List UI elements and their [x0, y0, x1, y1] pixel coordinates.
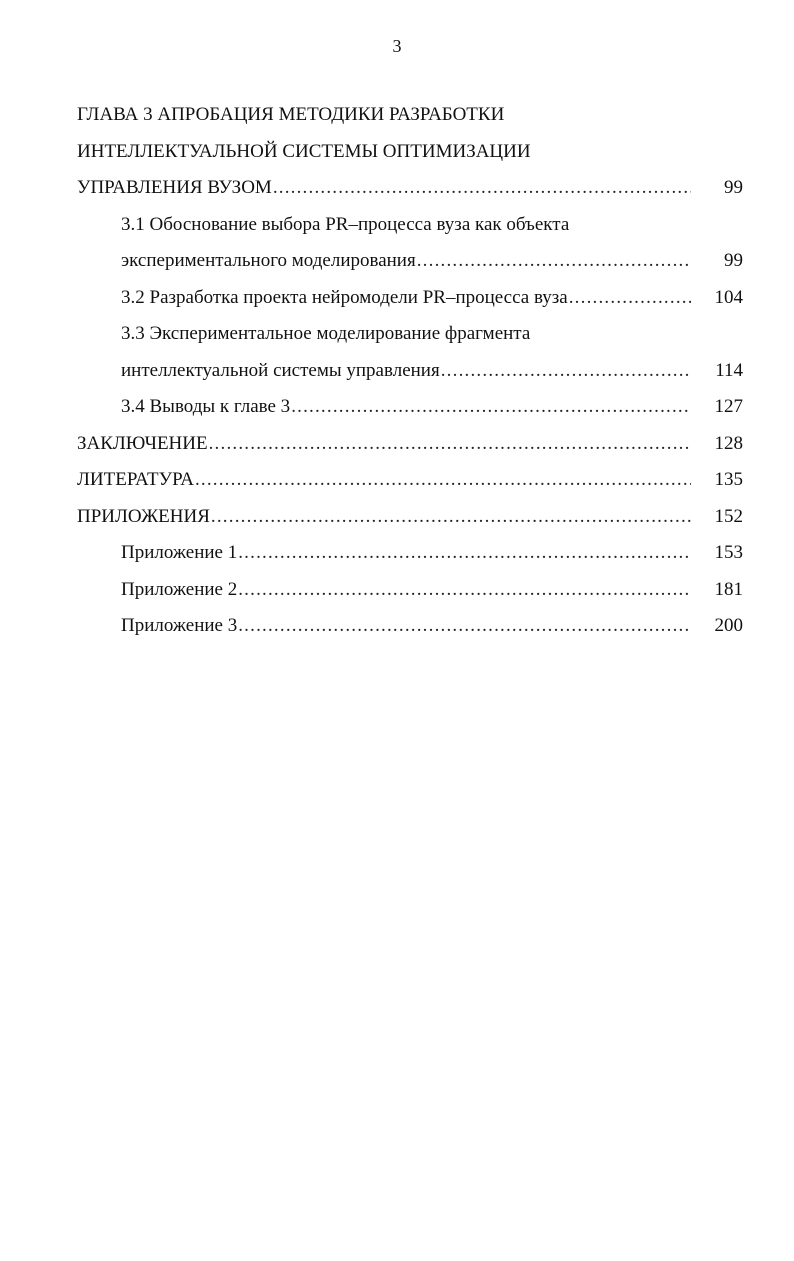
- toc-section-3-1-title-line-2: экспериментального моделирования: [121, 250, 416, 271]
- toc-chapter-3-title-line-2: ИНТЕЛЛЕКТУАЛЬНОЙ СИСТЕМЫ ОПТИМИЗАЦИИ: [77, 140, 531, 162]
- toc-appendices[interactable]: [77, 499, 743, 536]
- toc-chapter-3-line-1: [77, 97, 743, 134]
- toc-section-3-1-page: 99: [724, 250, 743, 271]
- leader-dots: [237, 535, 691, 572]
- toc-section-3-3-page: 114: [715, 359, 743, 381]
- toc-section-3-2[interactable]: [77, 280, 743, 317]
- toc-section-3-3-title-line-1: 3.3 Экспериментальное моделирование фрагмента: [121, 323, 531, 344]
- toc-conclusion-title: ЗАКЛЮЧЕНИЕ: [77, 432, 208, 454]
- page-number: 3: [392, 36, 402, 56]
- leader-dots: [237, 572, 691, 609]
- toc-appendix-3[interactable]: [77, 608, 743, 645]
- toc-appendices-title: ПРИЛОЖЕНИЯ: [77, 505, 210, 527]
- toc-section-3-3-line-1: [77, 316, 743, 353]
- leader-dots: [290, 389, 691, 426]
- toc-chapter-3-line-2: [77, 134, 743, 171]
- toc-appendix-3-page: 200: [714, 615, 743, 636]
- toc-appendices-page: 152: [714, 505, 743, 527]
- toc-section-3-1-title-line-1: 3.1 Обоснование выбора PR–процесса вуза как объекта: [121, 213, 570, 235]
- toc-section-3-4[interactable]: [77, 389, 743, 426]
- toc-section-3-3-line-2[interactable]: [77, 353, 743, 390]
- leader-dots: [237, 608, 691, 645]
- toc-conclusion-page: 128: [714, 432, 743, 454]
- toc-section-3-2-title: 3.2 Разработка проекта нейромодели PR–процесса вуза: [121, 286, 568, 308]
- toc-section-3-4-page: 127: [714, 396, 743, 417]
- leader-dots: [440, 353, 691, 390]
- toc-chapter-3-title-line-1: ГЛАВА 3 АПРОБАЦИЯ МЕТОДИКИ РАЗРАБОТКИ: [77, 104, 505, 125]
- toc-section-3-3-title-line-2: интеллектуальной системы управления: [121, 359, 440, 381]
- toc-chapter-3-title-line-3: УПРАВЛЕНИЯ ВУЗОМ: [77, 177, 272, 198]
- leader-dots: [568, 280, 691, 317]
- toc-literature-page: 135: [714, 469, 743, 490]
- leader-dots: [210, 499, 691, 536]
- leader-dots: [416, 243, 691, 280]
- toc-conclusion[interactable]: [77, 426, 743, 463]
- toc-appendix-3-title: Приложение 3: [121, 615, 238, 636]
- leader-dots: [208, 426, 691, 463]
- toc-appendix-2-page: 181: [714, 578, 743, 600]
- toc-appendix-2-title: Приложение 2: [121, 578, 238, 600]
- leader-dots: [194, 462, 691, 499]
- toc-section-3-4-title: 3.4 Выводы к главе 3: [121, 396, 291, 417]
- toc-appendix-1[interactable]: [77, 535, 743, 572]
- toc-chapter-3-line-3[interactable]: [77, 170, 743, 207]
- toc-section-3-1-line-1: [77, 207, 743, 244]
- toc-literature-title: ЛИТЕРАТУРА: [77, 469, 194, 490]
- toc-appendix-1-page: 153: [714, 542, 743, 563]
- leader-dots: [272, 170, 691, 207]
- toc-section-3-2-page: 104: [714, 286, 743, 308]
- toc-section-3-1-line-2[interactable]: [77, 243, 743, 280]
- table-of-contents: [77, 97, 743, 645]
- toc-chapter-3-page: 99: [724, 177, 743, 198]
- toc-literature[interactable]: [77, 462, 743, 499]
- toc-appendix-1-title: Приложение 1: [121, 542, 238, 563]
- toc-appendix-2[interactable]: [77, 572, 743, 609]
